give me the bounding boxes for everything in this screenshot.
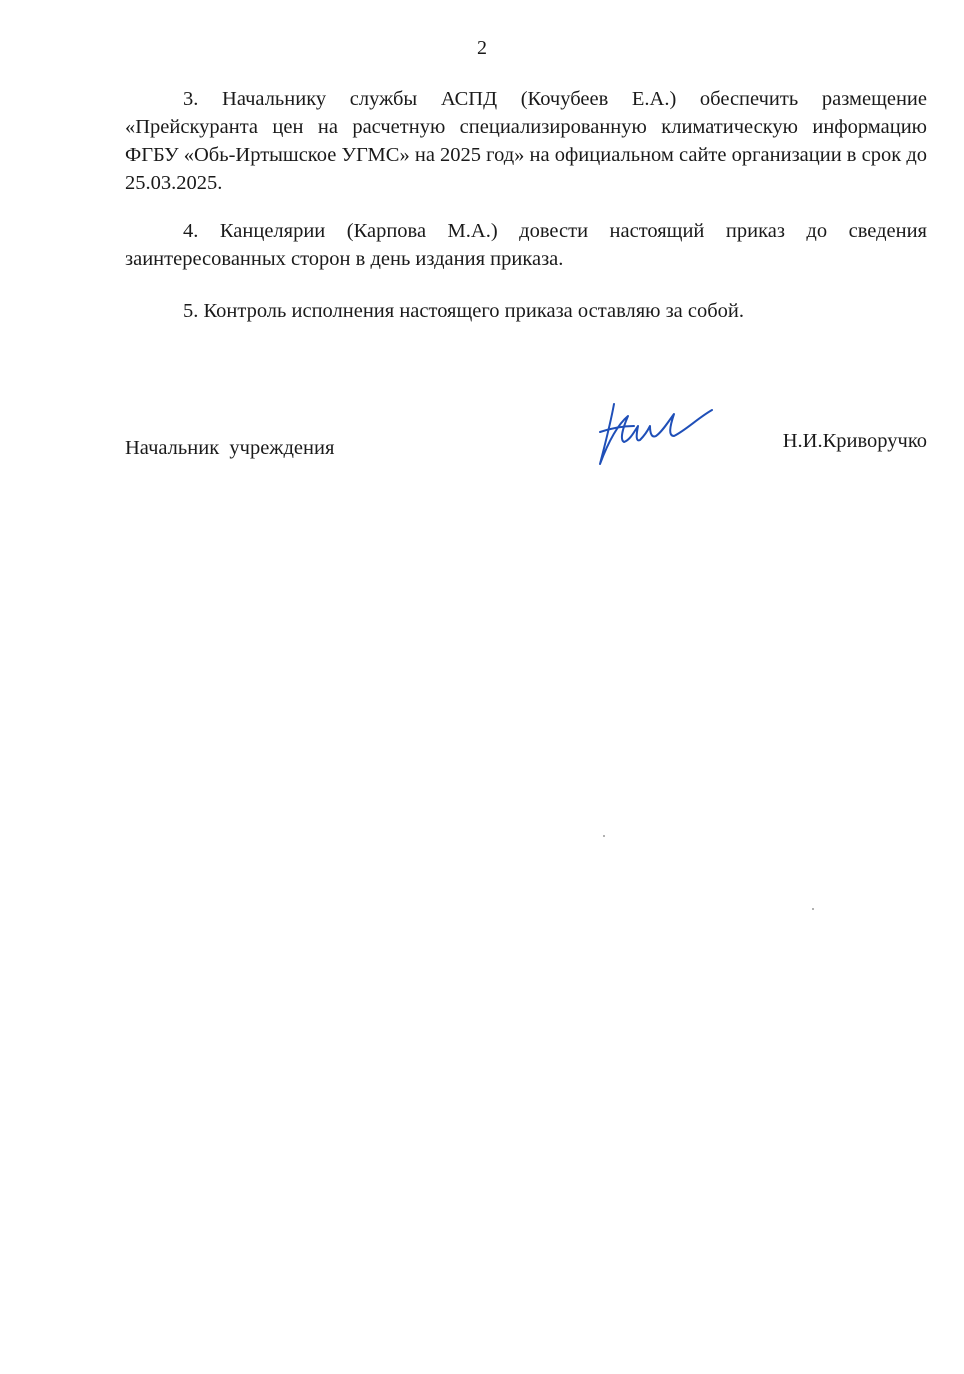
scan-speck [603,835,605,837]
paragraph-item-3: 3. Начальнику службы АСПД (Кочубеев Е.А.) обеспечить размещение «Прейскуранта цен на расчетную специализированную климатическую информацию ФГБУ «Обь-Иртышское УГМС» на 2025 год» на официальном сайте организации в срок до 25.03.2025. [125,88,927,194]
handwritten-signature [594,396,718,470]
paragraph-item-4: 4. Канцелярии (Карпова М.А.) довести настоящий приказ до сведения заинтересованных сторон в день издания приказа. [125,220,927,270]
signer-name: Н.И.Криворучко [782,430,927,452]
signer-position-title: Начальник учреждения [125,437,335,459]
page-number: 2 [477,37,487,59]
scan-speck [812,908,814,910]
paragraph-item-5: 5. Контроль исполнения настоящего приказа оставляю за собой. [183,300,745,322]
